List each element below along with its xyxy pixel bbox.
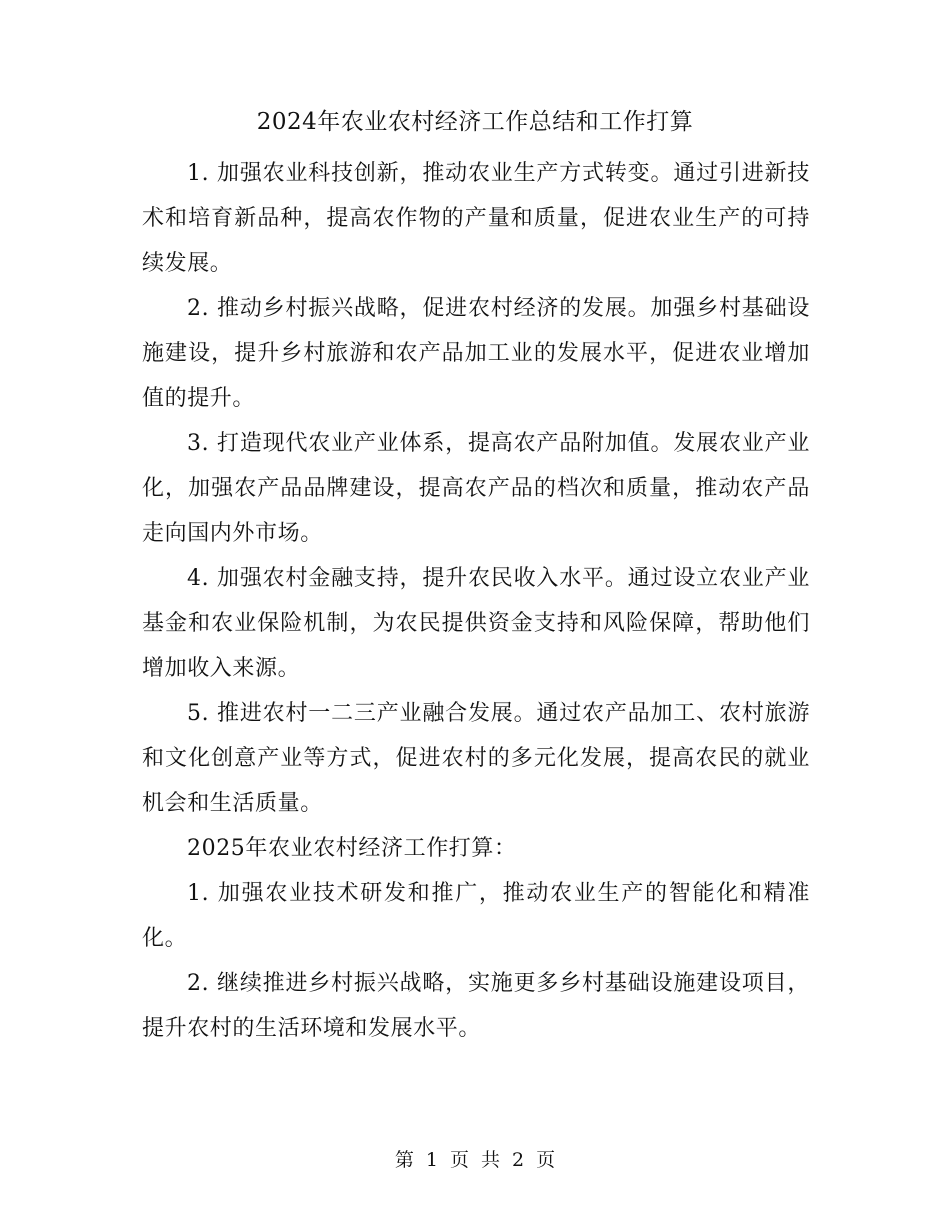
- paragraph-5: 5. 推进农村一二三产业融合发展。通过农产品加工、农村旅游和文化创意产业等方式，促进农村的多元化发展，提高农民的就业机会和生活质量。: [142, 701, 810, 816]
- document-title: 2024年农业农村经济工作总结和工作打算: [256, 109, 694, 135]
- section-heading-2025: 2025年农业农村经济工作打算：: [187, 836, 517, 861]
- paragraph-2: 2. 推动乡村振兴战略，促进农村经济的发展。加强乡村基础设施建设，提升乡村旅游和农产品加工业的发展水平，促进农业增加值的提升。: [142, 296, 810, 411]
- document-body: [142, 151, 810, 1051]
- paragraph-1: 1. 加强农业科技创新，推动农业生产方式转变。通过引进新技术和培育新品种，提高农作物的产量和质量，促进农业生产的可持续发展。: [142, 161, 810, 276]
- plan-item-1: 1. 加强农业技术研发和推广，推动农业生产的智能化和精准化。: [142, 881, 810, 951]
- plan-item-2: 2. 继续推进乡村振兴战略，实施更多乡村基础设施建设项目，提升农村的生活环境和发展水平。: [142, 971, 810, 1041]
- paragraph-3: 3. 打造现代农业产业体系，提高农产品附加值。发展农业产业化，加强农产品品牌建设，提高农产品的档次和质量，推动农产品走向国内外市场。: [142, 431, 810, 546]
- page-footer: 第 1 页 共 2 页: [394, 1149, 556, 1171]
- paragraph-4: 4. 加强农村金融支持，提升农民收入水平。通过设立农业产业基金和农业保险机制，为农民提供资金支持和风险保障，帮助他们增加收入来源。: [142, 566, 810, 681]
